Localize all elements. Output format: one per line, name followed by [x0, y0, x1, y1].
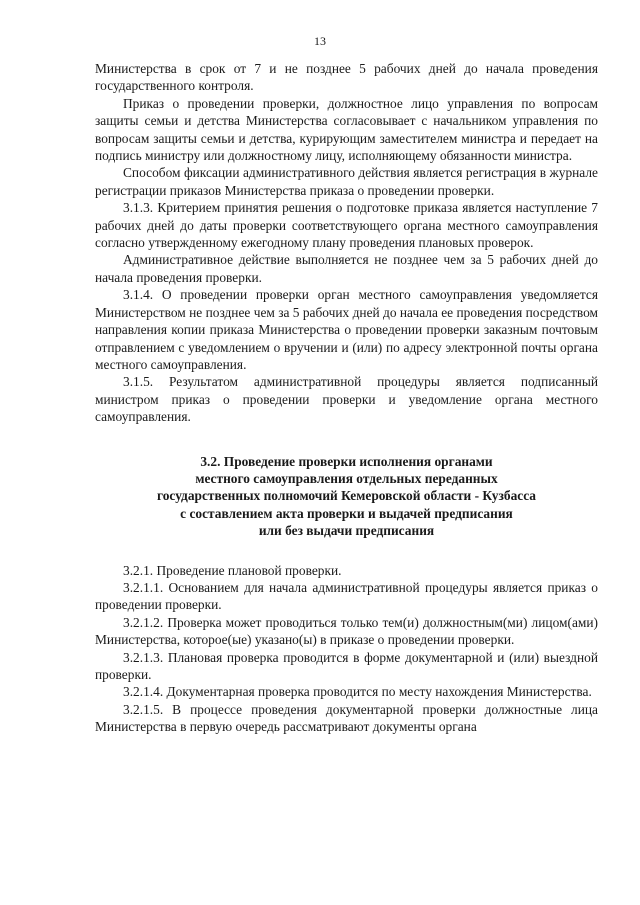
- paragraph: Приказ о проведении проверки, должностное лицо управления по вопросам защиты семьи и детства Министерства согласовывает с начальником управления по вопросам защиты семьи и детства, курирующим заместителем министра и передает на подпись министру или должностному лицу, исполняющему обязанности министра.: [95, 95, 598, 164]
- heading-line: местного самоуправления отдельных переданных: [195, 470, 498, 486]
- heading-line: с составлением акта проверки и выдачей предписания: [180, 505, 513, 521]
- paragraph: 3.1.4. О проведении проверки орган местного самоуправления уведомляется Министерством не позднее чем за 5 рабочих дней до начала ее проведения посредством направления копии приказа Министерства о проведении проверки заказным почтовым отправлением с уведомлением о вручении и (или) по адресу электронной почты органа местного самоуправления.: [95, 287, 598, 372]
- paragraph: 3.2.1.3. Плановая проверка проводится в форме документарной и (или) выездной проверки.: [95, 649, 598, 682]
- paragraph: 3.1.3. Критерием принятия решения о подготовке приказа является наступление 7 рабочих дней до даты проверки соответствующего органа местного самоуправления согласно утвержденному ежегодному плану проведения плановых проверок.: [95, 200, 598, 251]
- paragraph: 3.2.1.5. В процессе проведения документарной проверки должностные лица Министерства в первую очередь рассматривают документы органа: [95, 701, 598, 735]
- heading-line: государственных полномочий Кемеровской области - Кузбасса: [156, 488, 537, 504]
- paragraph: 3.2.1.2. Проверка может проводиться только тем(и) должностным(ми) лицом(ами) Министерства, которое(ые) указано(ы) в приказе о проведении проверки.: [95, 614, 598, 648]
- heading-line: 3.2. Проведение проверки исполнения органами: [200, 453, 493, 469]
- section-heading: [95, 453, 598, 540]
- paragraph: Министерства в срок от 7 и не позднее 5 рабочих дней до начала проведения государственного контроля.: [95, 61, 598, 94]
- paragraph: Административное действие выполняется не позднее чем за 5 рабочих дней до начала проведения проверки.: [95, 252, 598, 285]
- document-body: [95, 60, 598, 736]
- paragraphs-top: [95, 60, 598, 426]
- heading-line: или без выдачи предписания: [258, 523, 435, 539]
- paragraph: 3.2.1.1. Основанием для начала административной процедуры является приказ о проведении проверки.: [95, 579, 598, 613]
- paragraph: 3.1.5. Результатом административной процедуры является подписанный министром приказ о проведении проверки и уведомление органа местного самоуправления.: [95, 374, 598, 425]
- paragraph: Способом фиксации административного действия является регистрация в журнале регистрации приказов Министерства приказа о проведении проверки.: [95, 165, 598, 198]
- paragraphs-bottom: [95, 562, 598, 736]
- page-number: 13: [314, 34, 326, 48]
- paragraph: 3.2.1.4. Документарная проверка проводится по месту нахождения Министерства.: [123, 684, 592, 700]
- paragraph: 3.2.1. Проведение плановой проверки.: [123, 562, 342, 578]
